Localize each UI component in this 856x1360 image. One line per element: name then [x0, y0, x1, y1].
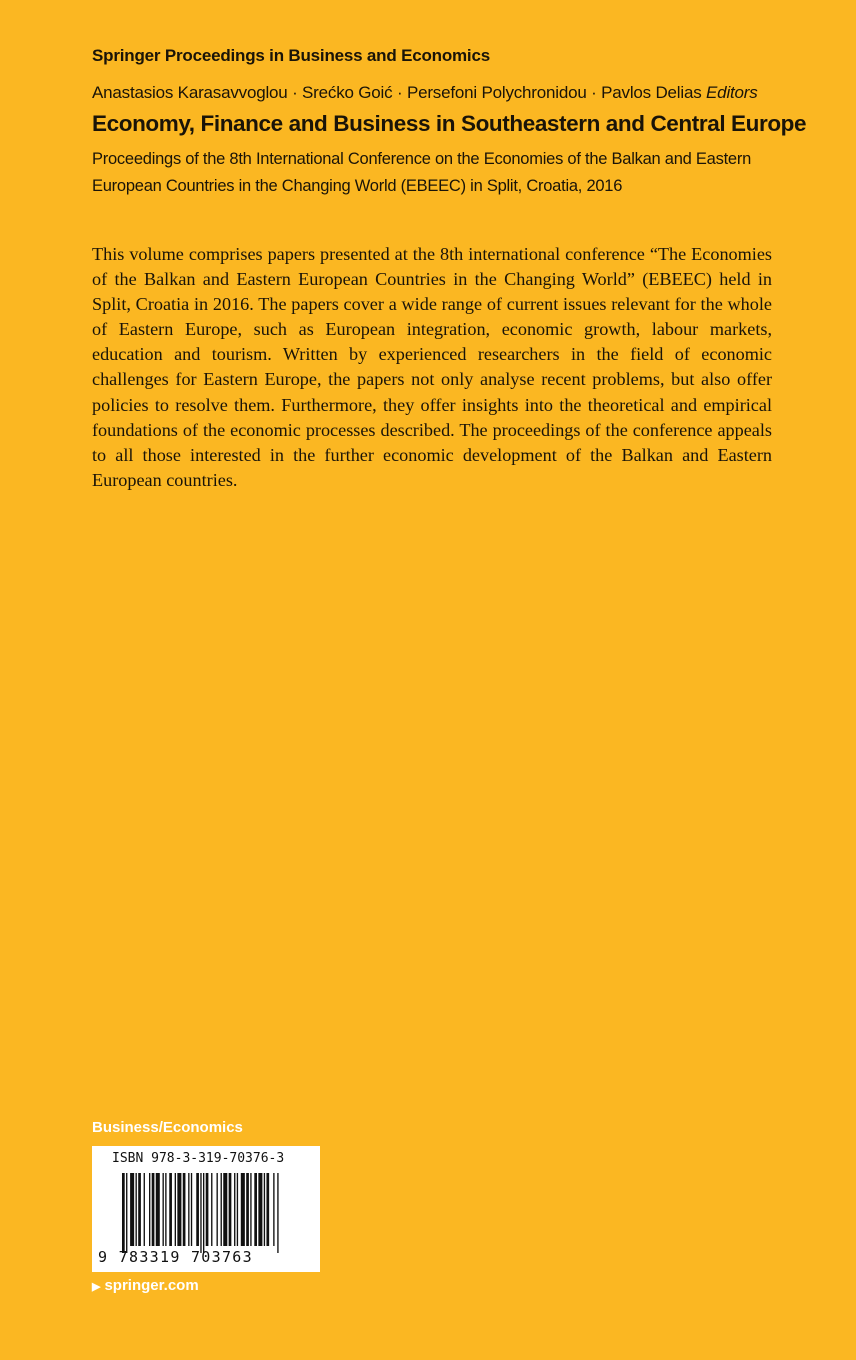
editors-role: Editors — [706, 83, 758, 102]
barcode-bar — [200, 1173, 201, 1253]
subtitle-line-1: Proceedings of the 8th International Conference on the Economies of the Balkan and Eastern — [92, 150, 752, 168]
triangle-right-icon: ▶ — [92, 1281, 101, 1293]
barcode-bar — [266, 1173, 269, 1246]
barcode-bar — [229, 1173, 232, 1246]
barcode-bar — [144, 1173, 145, 1246]
barcode-bar — [273, 1173, 274, 1246]
book-title: Economy, Finance and Business in Southeastern and Central Europe — [92, 111, 807, 136]
barcode-bar — [241, 1173, 245, 1246]
barcode-bar — [126, 1173, 127, 1253]
barcode-bar — [183, 1173, 186, 1246]
barcode-bar — [188, 1173, 189, 1246]
isbn-label: ISBN 978-3-319-70376-3 — [112, 1151, 285, 1166]
barcode-bar — [163, 1173, 164, 1246]
barcode-bar — [149, 1173, 150, 1246]
barcode-bar — [234, 1173, 235, 1246]
barcode-bar — [258, 1173, 262, 1246]
barcode-bar — [246, 1173, 249, 1246]
barcode-bar — [223, 1173, 227, 1246]
barcode-bar — [277, 1173, 278, 1253]
category-label: Business/Economics — [92, 1119, 243, 1136]
website-link[interactable] — [92, 1277, 199, 1294]
barcode-bar — [237, 1173, 238, 1246]
barcode-bar — [254, 1173, 257, 1246]
barcode-bar — [156, 1173, 160, 1246]
barcode-bar — [169, 1173, 172, 1246]
barcode-bar — [191, 1173, 192, 1246]
blurb-paragraph: This volume comprises papers presented at the 8th international conference “The Economies of the Balkan and Eastern European Countries in the Changing World” (EBEEC) held in Split, Croatia in 2016. The papers cover a wide range of current issues relevant for the whole of Eastern Europe, such as European integration, economic growth, labour markets, education and tourism. Written by experienced researchers in the field of economic challenges for Eastern Europe, the papers not only analyse recent problems, but also offer policies to resolve them. Furthermore, they offer insights into the theoretical and empirical foundations of the economic processes described. The proceedings of the conference appeals to all those interested in the further economic development of the Balkan and Eastern European countries. — [92, 244, 772, 490]
barcode-bar — [217, 1173, 218, 1246]
website-url: springer.com — [104, 1277, 199, 1294]
barcode-bar — [250, 1173, 251, 1246]
barcode-box — [92, 1146, 320, 1272]
barcode-digits: 9 783319 703763 — [98, 1248, 253, 1266]
barcode-bar — [211, 1173, 212, 1246]
book-subtitle — [92, 146, 772, 200]
series-name: Springer Proceedings in Business and Economics — [92, 46, 490, 65]
barcode-bar — [130, 1173, 134, 1246]
barcode-bar — [152, 1173, 155, 1246]
barcode-bar — [221, 1173, 222, 1246]
barcode-bar — [136, 1173, 137, 1246]
barcode-bar — [264, 1173, 265, 1246]
barcode-bar — [196, 1173, 199, 1246]
barcode-bar — [206, 1173, 209, 1246]
barcode-bar — [138, 1173, 141, 1246]
barcode-bar — [165, 1173, 166, 1246]
barcode-bar — [177, 1173, 181, 1246]
editors-line — [92, 83, 758, 103]
editor-names: Anastasios Karasavvoglou · Srećko Goić · Persefoni Polychronidou · Pavlos Delias — [92, 83, 702, 102]
barcode-bar — [203, 1173, 204, 1253]
subtitle-line-2: European Countries in the Changing World (EBEEC) in Split, Croatia, 2016 — [92, 177, 623, 195]
barcode-bar — [122, 1173, 125, 1253]
barcode-bar — [175, 1173, 176, 1246]
